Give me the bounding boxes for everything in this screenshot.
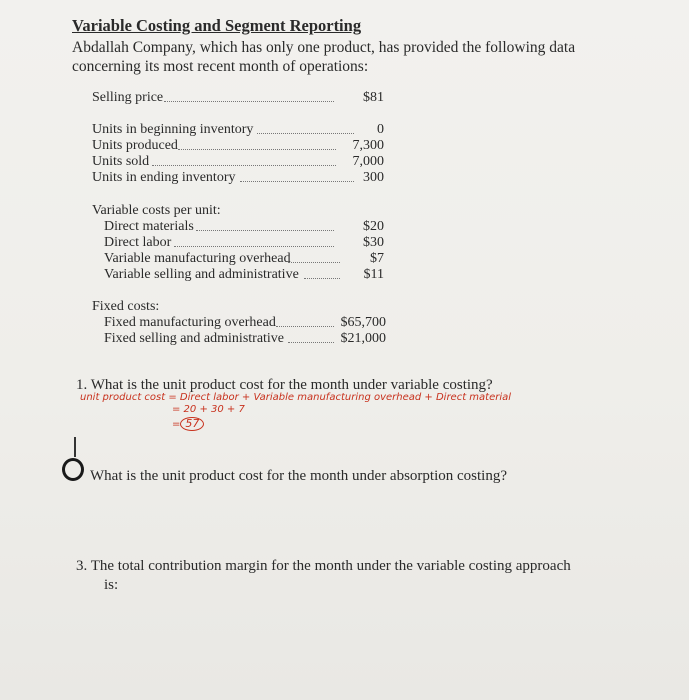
row-value: 300 (363, 170, 384, 185)
dot-leader (276, 326, 334, 327)
row-value: $81 (363, 90, 384, 105)
intro-paragraph: Abdallah Company, which has only one product, has provided the following data concerning its most recent month of operations: (72, 39, 576, 75)
bullet-circle-icon (62, 458, 84, 481)
row-label: Units in beginning inventory (92, 122, 254, 137)
dot-leader (174, 246, 334, 247)
handwritten-formula: unit product cost = Direct labor + Variable manufacturing overhead + Direct material (80, 392, 512, 403)
row-units-ending (92, 169, 384, 187)
question-2: What is the unit product cost for the month under absorption costing? (90, 468, 507, 484)
row-label: Variable selling and administrative (104, 267, 299, 282)
dot-leader (164, 101, 334, 102)
row-value: $20 (363, 219, 384, 234)
row-value: $65,700 (340, 315, 386, 330)
question-1: 1. What is the unit product cost for the month under variable costing? (76, 377, 493, 393)
handwritten-sum: = 20 + 30 + 7 (172, 404, 245, 415)
handwritten-result: = 57 (172, 417, 204, 431)
row-label: Units in ending inventory (92, 170, 236, 185)
variable-costs-heading: Variable costs per unit: (92, 203, 221, 218)
section-title: Variable Costing and Segment Reporting (72, 16, 362, 35)
question-3-continuation: is: (104, 577, 119, 593)
row-label: Direct materials (104, 219, 194, 234)
dot-leader (304, 278, 340, 279)
dot-leader (178, 149, 336, 150)
row-label: Variable manufacturing overhead (104, 251, 291, 266)
row-label: Units produced (92, 138, 178, 153)
dot-leader (152, 165, 336, 166)
dot-leader (257, 133, 354, 134)
dot-leader (196, 230, 334, 231)
row-fixed-selling-admin (104, 330, 386, 348)
question-3: 3. The total contribution margin for the month under the variable costing approach (76, 558, 571, 574)
row-label: Selling price (92, 90, 164, 105)
pen-stroke-icon (74, 437, 76, 457)
row-label: Units sold (92, 154, 150, 169)
dot-leader (288, 342, 334, 343)
row-value: $21,000 (340, 331, 386, 346)
row-label: Direct labor (104, 235, 172, 250)
row-label: Fixed selling and administrative (104, 331, 285, 346)
row-value: $30 (363, 235, 384, 250)
dot-leader (288, 262, 340, 263)
row-selling-price (92, 89, 384, 107)
row-value: 7,300 (352, 138, 384, 153)
dot-leader (240, 181, 354, 182)
row-value: $7 (370, 251, 384, 266)
row-value: $11 (363, 267, 384, 282)
circled-answer: 57 (180, 417, 204, 431)
row-variable-selling-admin (104, 266, 384, 284)
row-label: Fixed manufacturing overhead (104, 315, 276, 330)
fixed-costs-heading: Fixed costs: (92, 299, 160, 314)
row-value: 7,000 (352, 154, 384, 169)
row-value: 0 (377, 122, 384, 137)
